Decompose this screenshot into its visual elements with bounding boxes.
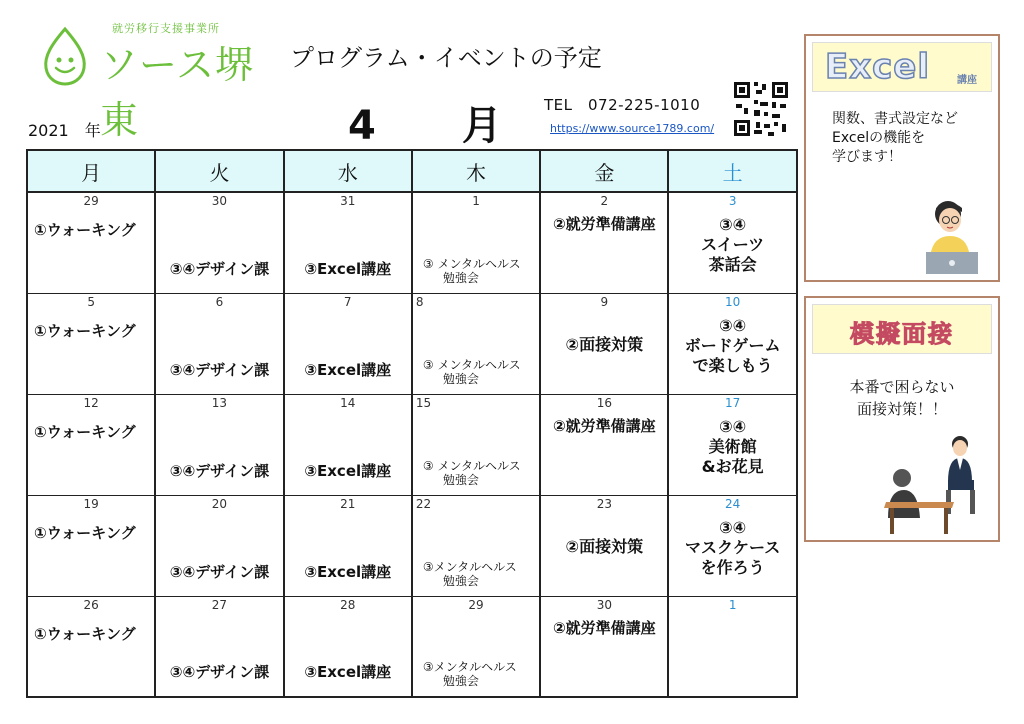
event-walking: ①ウォーキング bbox=[34, 523, 136, 542]
description-line: 面接対策！！ bbox=[856, 400, 947, 418]
day-number: 1 bbox=[728, 597, 737, 612]
telephone: TEL 072-225-1010 bbox=[544, 96, 701, 114]
day-cell bbox=[540, 293, 668, 394]
event-mental-health bbox=[423, 257, 521, 285]
day-number: 6 bbox=[215, 294, 224, 309]
mock-interview-banner-title: 模擬面接 bbox=[850, 320, 954, 348]
description-line: 関数、書式設定など bbox=[832, 111, 958, 127]
mock-interview-card bbox=[804, 296, 1000, 542]
day-cell bbox=[27, 192, 155, 293]
logo-subtitle: 就労移行支援事業所 bbox=[112, 22, 220, 35]
day-number: 10 bbox=[724, 294, 741, 309]
week-row bbox=[27, 394, 797, 495]
event-line: 茶話会 bbox=[708, 255, 757, 274]
weekday-tue: 火 bbox=[155, 150, 283, 192]
event-line: を作ろう bbox=[700, 557, 765, 577]
event-saturday bbox=[669, 215, 795, 275]
day-number: 28 bbox=[340, 597, 356, 612]
event-line: 勉強会 bbox=[442, 371, 479, 386]
event-excel: ③Excel講座 bbox=[304, 562, 392, 581]
excel-banner bbox=[812, 42, 992, 92]
excel-banner-title: Excel bbox=[825, 47, 931, 87]
day-number: 29 bbox=[468, 597, 484, 612]
day-number: 16 bbox=[596, 395, 612, 410]
week-row bbox=[27, 596, 797, 697]
day-number: 31 bbox=[340, 194, 356, 208]
event-excel: ③Excel講座 bbox=[304, 461, 392, 480]
event-line: 勉強会 bbox=[442, 573, 479, 588]
weekday-mon: 月 bbox=[27, 150, 155, 192]
day-cell bbox=[155, 394, 283, 495]
day-number: 24 bbox=[724, 496, 741, 511]
day-number: 27 bbox=[211, 597, 228, 612]
logo-name: ソース堺東 bbox=[100, 43, 255, 142]
event-design: ③④デザイン課 bbox=[169, 663, 270, 681]
day-number: 29 bbox=[83, 194, 99, 208]
day-cell bbox=[155, 596, 283, 697]
day-number: 13 bbox=[211, 395, 228, 410]
day-number: 9 bbox=[600, 294, 609, 309]
event-walking: ①ウォーキング bbox=[34, 221, 136, 239]
day-number: 23 bbox=[596, 496, 612, 511]
event-line: で楽しもう bbox=[692, 355, 773, 375]
event-saturday bbox=[669, 518, 795, 578]
event-interview-prep: ②面接対策 bbox=[565, 334, 644, 354]
qr-code-icon bbox=[732, 80, 790, 138]
event-saturday bbox=[669, 316, 795, 376]
event-saturday bbox=[669, 417, 795, 477]
day-number: 19 bbox=[83, 496, 99, 511]
day-cell bbox=[27, 495, 155, 596]
day-cell bbox=[27, 596, 155, 697]
day-cell bbox=[284, 293, 412, 394]
day-number: 3 bbox=[728, 194, 737, 208]
event-design: ③④デザイン課 bbox=[169, 562, 270, 581]
event-walking: ①ウォーキング bbox=[34, 321, 136, 340]
day-cell bbox=[540, 495, 668, 596]
year-label: 2021 年 bbox=[28, 121, 101, 140]
interview-scene-illustration bbox=[880, 428, 996, 538]
day-cell bbox=[284, 192, 412, 293]
day-cell bbox=[668, 495, 796, 596]
month-label: 4 月 bbox=[348, 103, 504, 149]
day-number: 2 bbox=[600, 194, 609, 208]
day-cell bbox=[27, 394, 155, 495]
day-number: 7 bbox=[343, 294, 352, 309]
day-cell bbox=[668, 596, 796, 697]
event-design: ③④デザイン課 bbox=[169, 461, 270, 480]
day-number: 20 bbox=[211, 496, 228, 511]
event-line: ③④ bbox=[719, 517, 747, 537]
description-line: 学びます！ bbox=[832, 149, 902, 165]
mock-interview-description bbox=[806, 354, 998, 420]
week-row bbox=[27, 293, 797, 394]
day-cell bbox=[284, 495, 412, 596]
event-line: ③ メンタルヘルス bbox=[422, 357, 521, 372]
day-cell bbox=[412, 596, 540, 697]
day-cell bbox=[412, 394, 540, 495]
woman-at-laptop-illustration bbox=[922, 196, 982, 276]
day-number: 8 bbox=[415, 294, 424, 309]
event-mental-health bbox=[423, 358, 521, 386]
event-walking: ①ウォーキング bbox=[34, 624, 136, 643]
event-line: マスクケース bbox=[685, 537, 781, 557]
event-line: スイーツ bbox=[701, 235, 765, 254]
day-number: 5 bbox=[87, 294, 95, 309]
event-excel: ③Excel講座 bbox=[304, 663, 392, 681]
event-line: ③ メンタルヘルス bbox=[422, 256, 521, 271]
day-number: 14 bbox=[340, 395, 356, 410]
day-cell bbox=[412, 293, 540, 394]
day-cell bbox=[540, 394, 668, 495]
description-line: 本番で困らない bbox=[849, 378, 955, 396]
event-line: ③④ bbox=[719, 416, 747, 436]
event-mental-health bbox=[423, 560, 517, 588]
day-cell bbox=[540, 596, 668, 697]
description-line: Excelの機能を bbox=[832, 130, 926, 146]
day-cell bbox=[155, 192, 283, 293]
day-cell bbox=[668, 192, 796, 293]
event-line: 勉強会 bbox=[442, 472, 479, 487]
website-link[interactable]: https://www.source1789.com/ bbox=[550, 122, 715, 135]
calendar-table bbox=[26, 149, 798, 698]
event-walking: ①ウォーキング bbox=[34, 422, 136, 441]
day-cell bbox=[412, 192, 540, 293]
event-job-prep: ②就労準備講座 bbox=[552, 618, 656, 637]
mock-interview-banner bbox=[812, 304, 992, 354]
week-row bbox=[27, 495, 797, 596]
excel-description bbox=[806, 92, 998, 167]
event-design: ③④デザイン課 bbox=[169, 360, 270, 379]
day-cell bbox=[27, 293, 155, 394]
day-cell bbox=[284, 596, 412, 697]
excel-course-card bbox=[804, 34, 1000, 282]
day-number: 30 bbox=[596, 597, 612, 612]
day-number: 1 bbox=[472, 194, 480, 208]
excel-banner-suffix: 講座 bbox=[957, 75, 977, 86]
event-line: 勉強会 bbox=[442, 674, 479, 688]
event-line: ③メンタルヘルス bbox=[422, 660, 517, 674]
day-cell bbox=[155, 293, 283, 394]
event-line: ③メンタルヘルス bbox=[422, 559, 517, 574]
day-cell bbox=[284, 394, 412, 495]
event-excel: ③Excel講座 bbox=[304, 360, 392, 379]
day-number: 12 bbox=[83, 395, 99, 410]
event-line: ③④ bbox=[719, 315, 747, 335]
weekday-sat: 土 bbox=[668, 150, 796, 192]
day-cell bbox=[668, 293, 796, 394]
event-line: ボードゲーム bbox=[684, 335, 781, 355]
event-excel: ③Excel講座 bbox=[304, 259, 392, 278]
day-cell bbox=[540, 192, 668, 293]
event-job-prep: ②就労準備講座 bbox=[552, 215, 656, 233]
event-line: ③④ bbox=[719, 215, 747, 234]
weekday-thu: 木 bbox=[412, 150, 540, 192]
day-cell bbox=[412, 495, 540, 596]
weekday-fri: 金 bbox=[540, 150, 668, 192]
event-line: 美術館 bbox=[708, 436, 757, 456]
weekday-wed: 水 bbox=[284, 150, 412, 192]
event-interview-prep: ②面接対策 bbox=[565, 536, 644, 556]
event-line: &お花見 bbox=[701, 456, 764, 476]
event-design: ③④デザイン課 bbox=[169, 259, 270, 278]
event-line: ③ メンタルヘルス bbox=[422, 458, 521, 473]
weekday-header-row bbox=[27, 150, 797, 192]
page-title: プログラム・イベントの予定 bbox=[290, 44, 602, 72]
day-number: 30 bbox=[211, 194, 228, 208]
day-number: 17 bbox=[724, 395, 741, 410]
event-mental-health bbox=[423, 459, 521, 487]
event-line: 勉強会 bbox=[442, 270, 479, 285]
day-cell bbox=[155, 495, 283, 596]
day-number: 15 bbox=[415, 395, 432, 410]
smile-drop-icon bbox=[40, 26, 90, 86]
day-cell bbox=[668, 394, 796, 495]
event-job-prep: ②就労準備講座 bbox=[552, 416, 656, 435]
day-number: 26 bbox=[83, 597, 99, 612]
week-row bbox=[27, 192, 797, 293]
day-number: 21 bbox=[340, 496, 356, 511]
day-number: 22 bbox=[415, 496, 432, 511]
event-mental-health bbox=[423, 660, 517, 688]
